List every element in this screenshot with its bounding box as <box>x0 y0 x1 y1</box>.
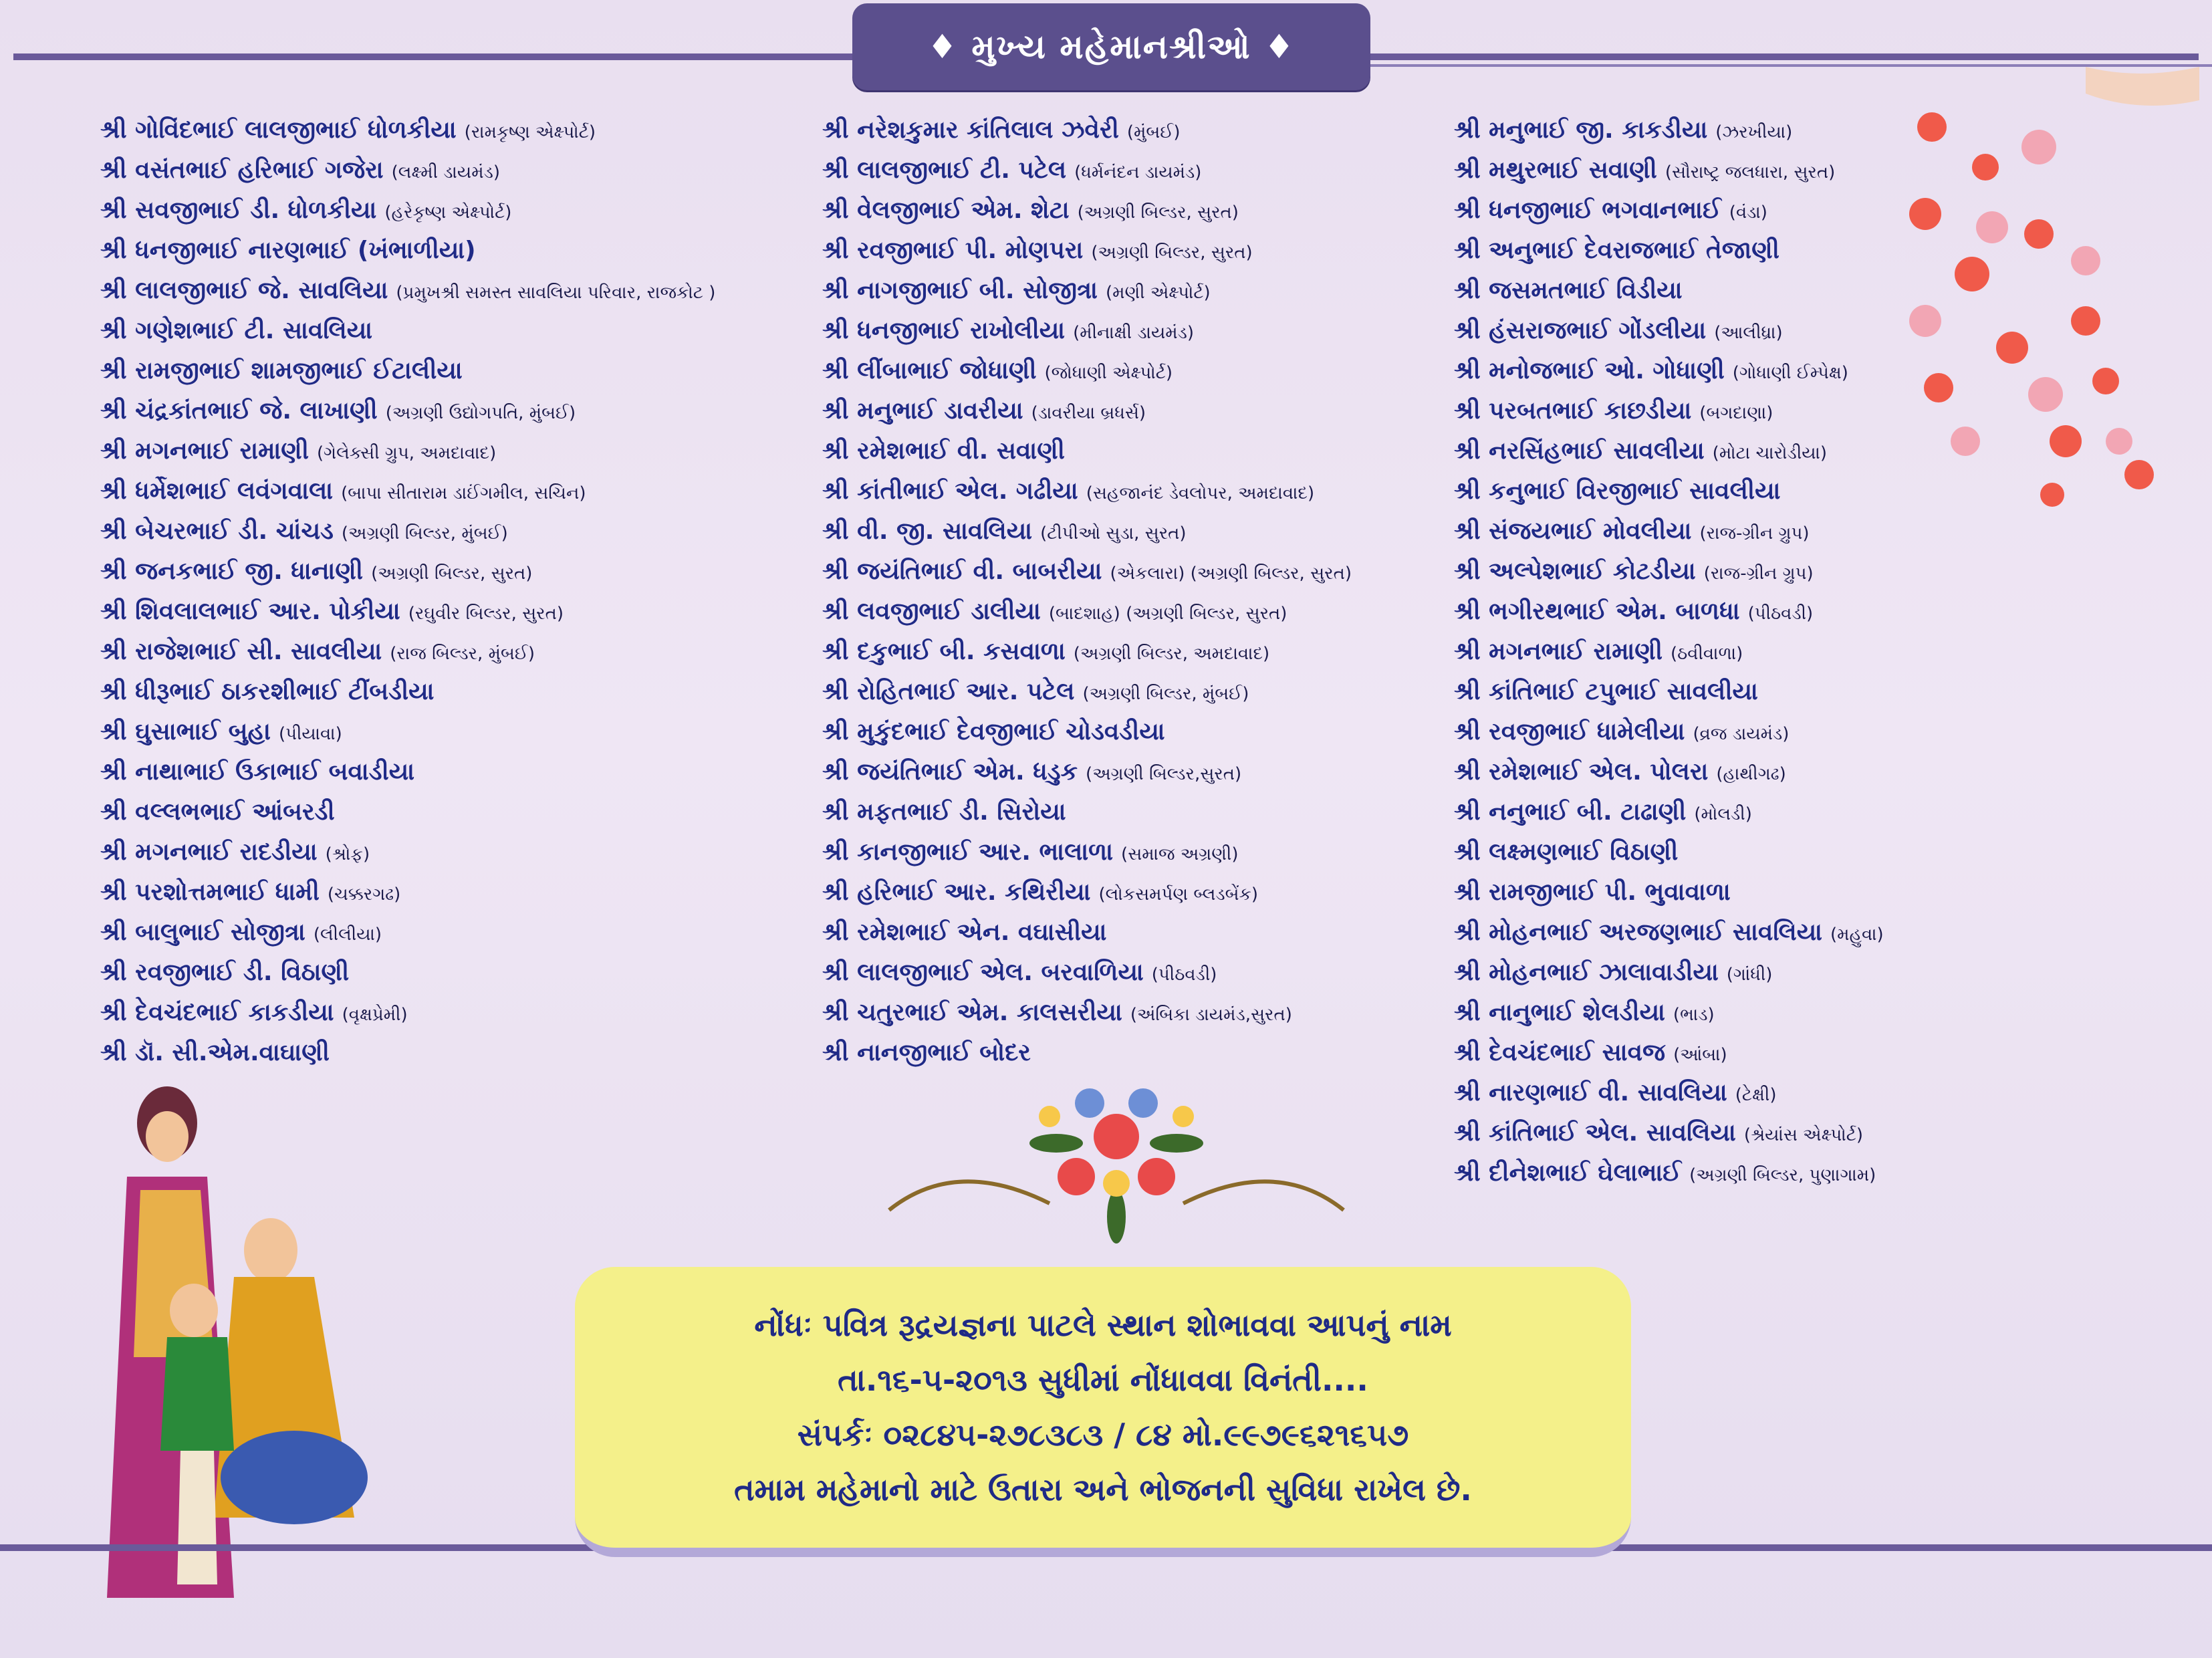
guest-name: શ્રી જયંતિભાઈ વી. બાબરીયા <box>822 558 1102 585</box>
guest-name: શ્રી રમેશભાઈ એન. વઘાસીયા <box>822 919 1107 946</box>
guest-affiliation: (અગ્રણી બિલ્ડર, મુંબઈ) <box>341 523 508 544</box>
guest-entry <box>1454 792 2056 832</box>
guest-entry <box>1454 592 2056 632</box>
guest-affiliation: (પીયાવા) <box>278 724 342 744</box>
guest-entry <box>1454 632 2056 672</box>
guest-name: શ્રી પરશોત્તમભાઈ ધામી <box>100 878 320 906</box>
guest-entry <box>822 471 1424 511</box>
guest-entry <box>1454 1153 2056 1193</box>
guest-affiliation: (અગ્રણી બિલ્ડર, પુણાગામ) <box>1689 1165 1876 1185</box>
guest-affiliation: (અંબિકા ડાયમંડ,સુરત) <box>1130 1005 1292 1025</box>
guest-entry <box>822 752 1424 792</box>
guest-affiliation: (લોકસમર્પણ બ્લડબેંક) <box>1098 884 1259 905</box>
guest-name: શ્રી નરસિંહભાઈ સાવલીયા <box>1454 437 1705 465</box>
guest-entry <box>100 471 802 511</box>
guest-entry <box>822 552 1424 592</box>
guest-name: શ્રી કાનજીભાઈ આર. ભાલાળા <box>822 838 1114 866</box>
guest-entry <box>822 993 1424 1033</box>
guest-name: શ્રી ધનજીભાઈ રાખોલીયા <box>822 317 1066 344</box>
guest-name: શ્રી જસમતભાઈ વિડીયા <box>1454 277 1683 304</box>
guest-name: શ્રી કાંતિભાઈ એલ. સાવલિયા <box>1454 1119 1736 1147</box>
guest-affiliation: (અગ્રણી બિલ્ડર,સુરત) <box>1086 764 1242 784</box>
guest-name: શ્રી મફતભાઈ ડી. સિરોયા <box>822 798 1066 826</box>
guest-name: શ્રી નાનજીભાઈ બોદર <box>822 1039 1031 1066</box>
guest-entry <box>100 953 802 993</box>
guest-affiliation: (બગદાણા) <box>1699 403 1773 423</box>
guest-name: શ્રી ભગીરથભાઈ એમ. બાળધા <box>1454 598 1740 625</box>
guest-name: શ્રી શિવલાલભાઈ આર. પોકીયા <box>100 598 400 625</box>
guest-entry <box>1454 1113 2056 1153</box>
guest-entry <box>822 832 1424 872</box>
guest-name: શ્રી બેચરભાઈ ડી. ચાંચડ <box>100 517 334 545</box>
guest-name: શ્રી લક્ષ્મણભાઈ વિઠાણી <box>1454 838 1679 866</box>
guest-affiliation: (અગ્રણી બિલ્ડર, સુરત) <box>1077 203 1239 223</box>
guest-name: શ્રી મનુભાઈ જી. કાકડીયા <box>1454 116 1708 144</box>
guest-affiliation: (રાજ બિલ્ડર, મુંબઈ) <box>390 644 535 664</box>
guest-name: શ્રી રોહિતભાઈ આર. પટેલ <box>822 678 1075 705</box>
guest-name: શ્રી વેલજીભાઈ એમ. શેટા <box>822 197 1070 224</box>
guest-name: શ્રી ધર્મેશભાઈ લવંગવાલા <box>100 477 334 505</box>
guest-name: શ્રી મુકુંદભાઈ દેવજીભાઈ ચોડવડીયા <box>822 718 1165 745</box>
guest-entry <box>1454 832 2056 872</box>
guest-affiliation: (શ્રોફ) <box>325 844 370 864</box>
guest-entry <box>100 511 802 552</box>
guest-entry <box>100 351 802 391</box>
guest-name: શ્રી કાંતિભાઈ ટપુભાઈ સાવલીયા <box>1454 678 1758 705</box>
guest-entry <box>822 953 1424 993</box>
guest-affiliation: (શ્રેયાંસ એક્ષ્પોર્ટ) <box>1743 1125 1864 1145</box>
guest-entry <box>822 913 1424 953</box>
guest-entry <box>100 872 802 913</box>
guest-affiliation: (ગેલેક્સી ગ્રુપ, અમદાવાદ) <box>317 443 497 463</box>
notice-deadline: તા.૧૬-૫-૨૦૧૩ સુધીમાં નોંધાવવા વિનંતી.... <box>838 1362 1368 1398</box>
guest-name: શ્રી રવજીભાઈ ધામેલીયા <box>1454 718 1685 745</box>
guest-entry <box>100 752 802 792</box>
guest-entry <box>100 993 802 1033</box>
guest-entry <box>822 712 1424 752</box>
guest-name: શ્રી ગોવિંદભાઈ લાલજીભાઈ ધોળકીયા <box>100 116 457 144</box>
guest-name: શ્રી રામજીભાઈ શામજીભાઈ ઈટાલીયા <box>100 357 463 384</box>
guest-name: શ્રી જનકભાઈ જી. ધાનાણી <box>100 558 364 585</box>
guest-entry <box>100 552 802 592</box>
guest-affiliation: (ગાંધી) <box>1726 965 1773 985</box>
guest-affiliation: (ભાડ) <box>1673 1005 1715 1025</box>
guest-affiliation: (લક્ષ્મી ડાયમંડ) <box>391 162 500 183</box>
guest-name: શ્રી પરબતભાઈ કાછડીયા <box>1454 397 1692 425</box>
guest-affiliation: (ઠવીવાળા) <box>1671 644 1743 664</box>
guest-name: શ્રી મનોજભાઈ ઓ. ગોધાણી <box>1454 357 1725 384</box>
guest-name: શ્રી અનુભાઈ દેવરાજભાઈ તેજાણી <box>1454 237 1779 264</box>
guest-entry <box>822 592 1424 632</box>
guest-entry <box>100 271 802 311</box>
guest-name: શ્રી સવજીભાઈ ડી. ધોળકીયા <box>100 197 377 224</box>
guest-affiliation: (ઝરખીયા) <box>1715 122 1793 142</box>
guest-affiliation: (બાપા સીતારામ ડાઈંગમીલ, સચિન) <box>341 483 586 503</box>
guest-column-2 <box>822 110 1424 1073</box>
guest-affiliation: (વંડા) <box>1729 203 1767 223</box>
guest-affiliation: (ડાવરીયા બ્રધર્સ) <box>1031 403 1146 423</box>
notice-text: નોંધઃ પવિત્ર રૂદ્રયજ્ઞના પાટલે સ્થાન શોભાવવા આપનું નામ <box>754 1307 1452 1343</box>
guest-name: શ્રી ગણેશભાઈ ટી. સાવલિયા <box>100 317 373 344</box>
guest-entry <box>100 150 802 191</box>
guest-entry <box>100 311 802 351</box>
guest-name: શ્રી નાથાભાઈ ઉકાભાઈ બવાડીયા <box>100 758 415 786</box>
guest-entry <box>822 311 1424 351</box>
guest-entry <box>1454 993 2056 1033</box>
guest-entry <box>100 672 802 712</box>
guest-entry <box>1454 752 2056 792</box>
guest-entry <box>100 632 802 672</box>
guest-entry <box>100 110 802 150</box>
guest-entry <box>822 391 1424 431</box>
guest-entry <box>822 792 1424 832</box>
guest-name: શ્રી દકુભાઈ બી. કસવાળા <box>822 638 1066 665</box>
guest-name: શ્રી નનુભાઈ બી. ટાઢાણી <box>1454 798 1687 826</box>
guest-name: શ્રી દેવચંદભાઈ કાકડીયા <box>100 999 334 1026</box>
guest-affiliation: (એકલારા) (અગ્રણી બિલ્ડર, સુરત) <box>1110 564 1352 584</box>
guest-name: શ્રી લીંબાભાઈ જોધાણી <box>822 357 1037 384</box>
guest-entry <box>822 872 1424 913</box>
guest-entry <box>822 632 1424 672</box>
guest-column-1 <box>100 110 802 1073</box>
guest-name: શ્રી મગનભાઈ રાદડીયા <box>100 838 318 866</box>
guest-name: શ્રી નાગજીભાઈ બી. સોજીત્રા <box>822 277 1098 304</box>
guest-name: શ્રી ધીરૂભાઈ ઠાકરશીભાઈ ટીંબડીયા <box>100 678 435 705</box>
guest-name: શ્રી લાલજીભાઈ એલ. બરવાળિયા <box>822 959 1144 986</box>
guest-entry <box>1454 552 2056 592</box>
guest-entry <box>1454 1033 2056 1073</box>
guest-affiliation: (મણી એક્ષ્પોર્ટ) <box>1105 283 1211 303</box>
guest-name: શ્રી રામજીભાઈ પી. ભુવાવાળા <box>1454 878 1731 906</box>
guest-name: શ્રી ચંદ્રકાંતભાઈ જે. લાખાણી <box>100 397 378 425</box>
guest-name: શ્રી ડૉ. સી.એમ.વાઘાણી <box>100 1039 330 1066</box>
guest-affiliation: (જોધાણી એક્ષ્પોર્ટ) <box>1044 363 1173 383</box>
guest-name: શ્રી ધનજીભાઈ નારણભાઈ (ખંભાળીયા) <box>100 237 476 264</box>
guest-name: શ્રી અલ્પેશભાઈ કોટડીયા <box>1454 558 1696 585</box>
guest-name: શ્રી દીનેશભાઈ ઘેલાભાઈ <box>1454 1159 1682 1187</box>
guest-name: શ્રી હરિભાઈ આર. કથિરીયા <box>822 878 1091 906</box>
guest-affiliation: (લીલીયા) <box>313 925 382 945</box>
guest-name: શ્રી મોહનભાઈ ઝાલાવાડીયા <box>1454 959 1719 986</box>
guest-name: શ્રી મગનભાઈ રામાણી <box>100 437 309 465</box>
guest-name: શ્રી નાનુભાઈ શેલડીયા <box>1454 999 1665 1026</box>
figures-decoration <box>100 1076 381 1618</box>
guest-affiliation: (પીઠવડી) <box>1747 604 1814 624</box>
guest-entry <box>822 351 1424 391</box>
guest-affiliation: (સૌરાષ્ટ્ર જલધારા, સુરત) <box>1665 162 1836 183</box>
guest-entry <box>822 150 1424 191</box>
guest-name: શ્રી ઘુસાભાઈ બુહા <box>100 718 271 745</box>
guest-affiliation: (મોલડી) <box>1694 804 1752 824</box>
guest-entry <box>100 391 802 431</box>
guest-affiliation: (વૃક્ષપ્રેમી) <box>342 1005 408 1025</box>
page-title: ♦ મુખ્ય મહેમાનશ્રીઓ ♦ <box>852 3 1370 90</box>
guest-name: શ્રી નારણભાઈ વી. સાવલિયા <box>1454 1079 1727 1106</box>
guest-affiliation: (વ્રજ ડાયમંડ) <box>1693 724 1790 744</box>
guest-entry <box>100 1033 802 1073</box>
guest-entry <box>100 191 802 231</box>
guest-name: શ્રી રવજીભાઈ ડી. વિઠાણી <box>100 959 350 986</box>
guest-affiliation: (ટેક્ષી) <box>1735 1085 1777 1105</box>
guest-name: શ્રી રવજીભાઈ પી. મોણપરા <box>822 237 1084 264</box>
guest-entry <box>100 792 802 832</box>
notice-contact: સંપર્કઃ ૦૨૮૪૫-૨૭૮૩૮૩ / ૮૪ મો.૯૯૭૯૬૨૧૬૫૭ <box>797 1417 1409 1453</box>
guest-name: શ્રી કાંતીભાઈ એલ. ગઢીયા <box>822 477 1078 505</box>
guest-name: શ્રી મગનભાઈ રામાણી <box>1454 638 1663 665</box>
guest-entry <box>1454 712 2056 752</box>
guest-entry <box>1454 872 2056 913</box>
guest-affiliation: (અગ્રણી ઉદ્યોગપતિ, મુંબઈ) <box>385 403 576 423</box>
guest-affiliation: (પીઠવડી) <box>1151 965 1217 985</box>
guest-affiliation: (અગ્રણી બિલ્ડર, સુરત) <box>371 564 533 584</box>
guest-name: શ્રી ધનજીભાઈ ભગવાનભાઈ <box>1454 197 1721 224</box>
guest-affiliation: (હાથીગઢ) <box>1716 764 1786 784</box>
guest-entry <box>822 271 1424 311</box>
guest-affiliation: (હરેકૃષ્ણ એક્ષ્પોર્ટ) <box>384 203 512 223</box>
guest-affiliation: (રામકૃષ્ણ એક્ષ્પોર્ટ) <box>464 122 596 142</box>
guest-affiliation: (અગ્રણી બિલ્ડર, સુરત) <box>1091 243 1253 263</box>
guest-affiliation: (મોટા ચારોડીયા) <box>1712 443 1828 463</box>
guest-name: શ્રી બાલુભાઈ સોજીત્રા <box>100 919 305 946</box>
guest-entry <box>1454 672 2056 712</box>
guest-name: શ્રી નરેશકુમાર કાંતિલાલ ઝવેરી <box>822 116 1119 144</box>
guest-name: શ્રી મોહનભાઈ અરજણભાઈ સાવલિયા <box>1454 919 1822 946</box>
guest-affiliation: (સમાજ અગ્રણી) <box>1121 844 1239 864</box>
notice-box <box>575 1267 1631 1557</box>
guest-name: શ્રી સંજયભાઈ મોવલીયા <box>1454 517 1692 545</box>
guest-name: શ્રી વલ્લભભાઈ આંબરડી <box>100 798 335 826</box>
guest-name: શ્રી કનુભાઈ વિરજીભાઈ સાવલીયા <box>1454 477 1781 505</box>
guest-entry <box>100 913 802 953</box>
guest-name: શ્રી વી. જી. સાવલિયા <box>822 517 1033 545</box>
guest-entry <box>100 431 802 471</box>
guest-name: શ્રી વસંતભાઈ હરિભાઈ ગજેરા <box>100 156 384 184</box>
guest-affiliation: (મીનાક્ષી ડાયમંડ) <box>1073 323 1195 343</box>
guest-entry <box>822 231 1424 271</box>
notice-accommodation: તમામ મહેમાનો માટે ઉતારા અને ભોજનની સુવિધા રાખેલ છે. <box>734 1471 1472 1508</box>
guest-affiliation: (પ્રમુખશ્રી સમસ્ત સાવલિયા પરિવાર, રાજકોટ ) <box>396 283 716 303</box>
flowers-decoration <box>1885 67 2199 521</box>
guest-entry <box>822 511 1424 552</box>
guest-affiliation: (રાજ-ગ્રીન ગ્રુપ) <box>1703 564 1814 584</box>
guest-name: શ્રી મનુભાઈ ડાવરીયા <box>822 397 1023 425</box>
guest-entry <box>100 231 802 271</box>
guest-affiliation: (અગ્રણી બિલ્ડર, અમદાવાદ) <box>1073 644 1270 664</box>
guest-affiliation: (રાજ-ગ્રીન ગ્રુપ) <box>1699 523 1810 544</box>
guest-name: શ્રી લાલજીભાઈ ટી. પટેલ <box>822 156 1067 184</box>
guest-entry <box>100 832 802 872</box>
guest-affiliation: (ચક્કરગઢ) <box>327 884 401 905</box>
guest-affiliation: (અગ્રણી બિલ્ડર, મુંબઈ) <box>1082 684 1249 704</box>
guest-affiliation: (ટીપીઓ સુડા, સુરત) <box>1040 523 1187 544</box>
guest-entry <box>1454 913 2056 953</box>
guest-affiliation: (ધર્મનંદન ડાયમંડ) <box>1074 162 1202 183</box>
guest-name: શ્રી દેવચંદભાઈ સાવજ <box>1454 1039 1666 1066</box>
guest-entry <box>100 592 802 632</box>
guest-affiliation: (સહજાનંદ ડેવલોપર, અમદાવાદ) <box>1086 483 1315 503</box>
guest-name: શ્રી રમેશભાઈ એલ. પોલરા <box>1454 758 1709 786</box>
guest-entry <box>100 712 802 752</box>
guest-entry <box>822 191 1424 231</box>
guest-name: શ્રી જયંતિભાઈ એમ. ધડુક <box>822 758 1078 786</box>
guest-affiliation: (મહુવા) <box>1830 925 1884 945</box>
guest-affiliation: (રઘુવીર બિલ્ડર, સુરત) <box>408 604 564 624</box>
guest-entry <box>1454 1073 2056 1113</box>
guest-name: શ્રી લાલજીભાઈ જે. સાવલિયા <box>100 277 388 304</box>
guest-name: શ્રી હંસરાજભાઈ ગોંડલીયા <box>1454 317 1707 344</box>
guest-name: શ્રી રાજેશભાઈ સી. સાવલીયા <box>100 638 382 665</box>
guest-name: શ્રી ચતુરભાઈ એમ. કાલસરીયા <box>822 999 1122 1026</box>
guest-affiliation: (આંબા) <box>1673 1045 1727 1065</box>
guest-entry <box>1454 953 2056 993</box>
guest-name: શ્રી લવજીભાઈ ડાલીયા <box>822 598 1041 625</box>
guest-affiliation: (ગોધાણી ઈમ્પેક્ષ) <box>1732 363 1848 383</box>
guest-affiliation: (મુંબઈ) <box>1126 122 1181 142</box>
guest-entry <box>822 431 1424 471</box>
guest-entry <box>822 672 1424 712</box>
guest-affiliation: (બાદશાહ) (અગ્રણી બિલ્ડર, સુરત) <box>1048 604 1287 624</box>
guest-name: શ્રી રમેશભાઈ વી. સવાણી <box>822 437 1065 465</box>
guest-affiliation: (આલીધ્રા) <box>1714 323 1783 343</box>
guest-name: શ્રી મથુરભાઈ સવાણી <box>1454 156 1657 184</box>
guest-entry <box>822 110 1424 150</box>
